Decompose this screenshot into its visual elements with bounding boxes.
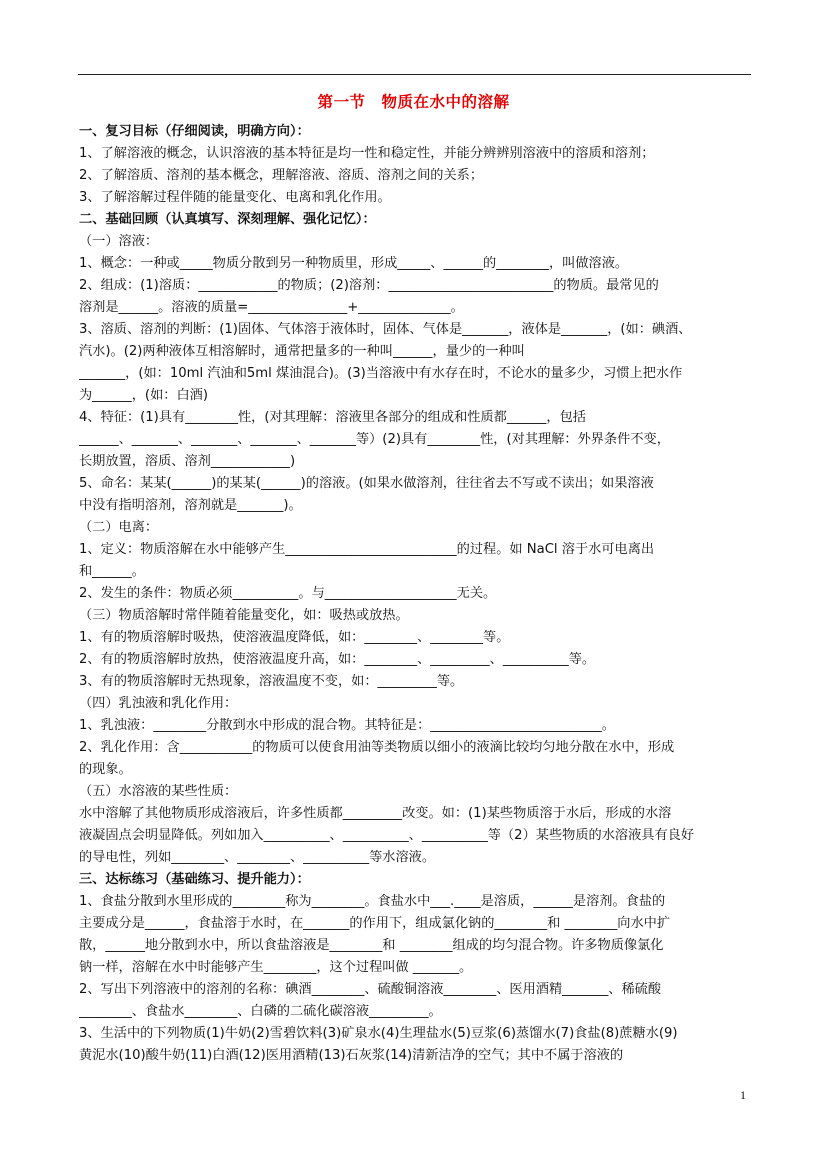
section-heading: 三、达标练习（基础练习、提升能力）：: [79, 872, 310, 887]
text-line: 为______，(如：白酒): [79, 388, 208, 403]
header-rule: [78, 74, 751, 75]
text-line: 3、溶质、溶剂的判断：(1)固体、气体溶于液体时，固体、气体是_______，液体是_______，(如：碘酒、: [79, 322, 692, 337]
text-line: （四）乳浊液和乳化作用：: [79, 696, 238, 711]
text-line: 2、乳化作用：含___________的物质可以使食用油等类物质以细小的液滴比较均匀地分散在水中，形成: [79, 740, 675, 755]
text-line: 汽水)。(2)两种液体互相溶解时，通常把量多的一种叫______，量少的一种叫: [79, 344, 525, 359]
text-line: 钠一样，溶解在水中时能够产生________，这个过程叫做 _______。: [79, 960, 473, 975]
text-line: 1、食盐分散到水里形成的________称为________。食盐水中___.____是溶质，______是溶剂。食盐的: [79, 894, 666, 909]
text-line: 1、有的物质溶解时吸热，使溶液温度降低，如：________、________等。: [79, 630, 510, 645]
text-line: 5、命名：某某(______)的某某(______)的溶液。(如果水做溶剂，往往省去不写或不读出；如果溶液: [79, 476, 654, 491]
text-line: （一）溶液：: [79, 234, 159, 249]
text-line: 和______。: [79, 564, 145, 579]
text-line: 长期放置，溶质、溶剂____________): [79, 454, 296, 469]
text-line: ________、食盐水________、白磷的二硫化碳溶液_________。: [79, 1004, 442, 1019]
text-line: 中没有指明溶剂，溶剂就是_______)。: [79, 498, 302, 513]
text-line: 1、定义：物质溶解在水中能够产生__________________________的过程。如 NaCl 溶于水可电离出: [79, 542, 655, 557]
text-line: （二）电离：: [79, 520, 159, 535]
text-line: 的现象。: [79, 762, 132, 777]
text-line: 1、概念：一种或_____物质分散到另一种物质里，形成_____、______的________，叫做溶液。: [79, 256, 629, 271]
text-line: 散，______地分散到水中，所以食盐溶液是________和 ________组成的均匀混合物。许多物质像氯化: [79, 938, 664, 953]
section-heading: 二、基础回顾（认真填写、深刻理解、强化记忆）：: [79, 212, 376, 227]
text-line: 黄泥水(10)酸牛奶(11)白酒(12)医用酒精(13)石灰浆(14)清新洁净的空气；其中不属于溶液的: [79, 1048, 624, 1063]
text-line: 的导电性，列如________、________、__________等水溶液。: [79, 850, 436, 865]
text-line: 主要成分是______，食盐溶于水时，在_______的作用下，组成氯化钠的________和 ________向水中扩: [79, 916, 671, 931]
text-line: 2、了解溶质、溶剂的基本概念，理解溶液、溶质、溶剂之间的关系；: [79, 168, 484, 183]
section-heading: 一、复习目标（仔细阅读，明确方向）：: [79, 124, 310, 139]
text-line: 3、有的物质溶解时无热现象，溶液温度不变，如：_________等。: [79, 674, 464, 689]
text-line: ______、_______、_______、_______、_______等）(2)具有________性，(对其理解：外界条件不变，: [79, 432, 670, 447]
text-line: 1、乳浊液：________分散到水中形成的混合物。其特征是：__________________________。: [79, 718, 615, 733]
page-number: 1: [740, 1088, 746, 1102]
text-line: 2、组成：(1)溶质：____________的物质；(2)溶剂：_________________________的物质。最常见的: [79, 278, 659, 293]
body-text: [79, 121, 755, 1067]
text-line: （五）水溶液的某些性质：: [79, 784, 238, 799]
text-line: 1、了解溶液的概念，认识溶液的基本特征是均一性和稳定性，并能分辨辨别溶液中的溶质和溶剂；: [79, 146, 655, 161]
text-line: 3、了解溶解过程伴随的能量变化、电离和乳化作用。: [79, 190, 391, 205]
text-line: 3、生活中的下列物质(1)牛奶(2)雪碧饮料(3)矿泉水(4)生理盐水(5)豆浆(6)蒸馏水(7)食盐(8)蔗糖水(9): [79, 1026, 678, 1041]
text-line: 4、特征：(1)具有________性，(对其理解：溶液里各部分的组成和性质都______，包括: [79, 410, 586, 425]
text-line: 2、有的物质溶解时放热，使溶液温度升高，如：________、_________、__________等。: [79, 652, 596, 667]
text-line: （三）物质溶解时常伴随着能量变化，如：吸热或放热。: [79, 608, 409, 623]
text-line: 溶剂是______。溶液的质量=_______________+______________。: [79, 300, 464, 315]
page-title: 第一节 物质在水中的溶解: [317, 92, 510, 111]
text-line: 2、发生的条件：物质必须__________。与____________________无关。: [79, 586, 497, 601]
text-line: 2、写出下列溶液中的溶剂的名称：碘酒________、硫酸铜溶液________、医用酒精_______、稀硫酸: [79, 982, 662, 997]
text-line: _______，(如：10ml 汽油和5ml 煤油混合)。(3)当溶液中有水存在时，不论水的量多少，习惯上把水作: [79, 366, 683, 381]
text-line: 液凝固点会明显降低。列如加入__________、__________、__________等（2）某些物质的水溶液具有良好: [79, 828, 695, 843]
text-line: 水中溶解了其他物质形成溶液后，许多性质都_________改变。如：(1)某些物质溶于水后，形成的水溶: [79, 806, 672, 821]
